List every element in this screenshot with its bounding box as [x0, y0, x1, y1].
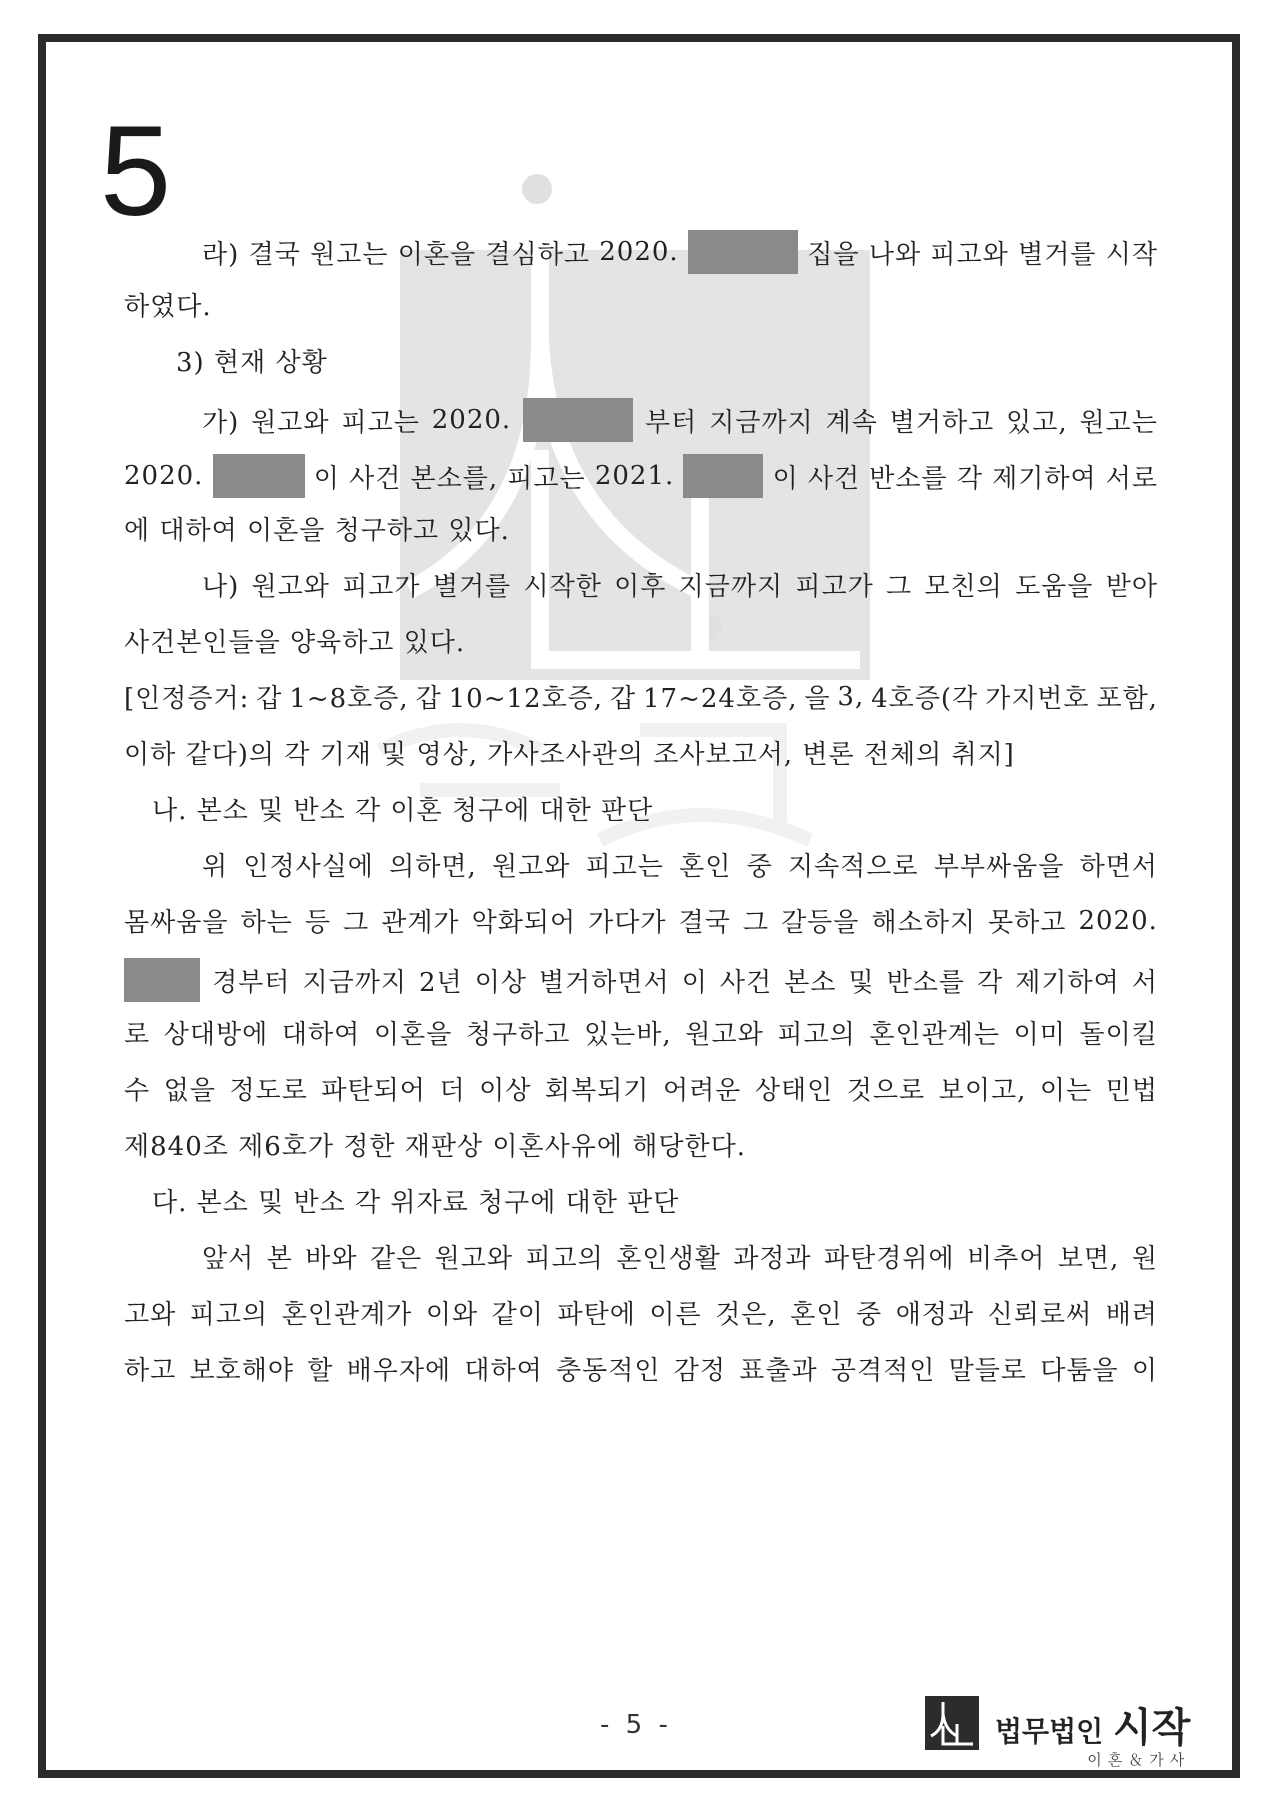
firm-logo-mark [925, 1696, 979, 1750]
word: 어려운 [662, 1076, 742, 1106]
word: 본소를, [410, 463, 499, 494]
word: 배우자에 [346, 1356, 452, 1386]
word: 원고는 [1079, 407, 1158, 438]
word: 갑 [609, 684, 637, 714]
firm-name-main: 시작 [1112, 1705, 1191, 1751]
firm-logo [925, 1696, 1215, 1769]
word: 이 [1131, 1356, 1158, 1386]
word: 로 [124, 1020, 151, 1050]
word: 이 [681, 967, 708, 998]
word: 반소를 [869, 463, 948, 494]
word: 것으로 [846, 1076, 926, 1106]
word: 시작 [1105, 239, 1158, 270]
word: 돌이킬 [1079, 1020, 1158, 1050]
word: 이상 [479, 1076, 532, 1106]
word: 피고와 [930, 239, 1009, 270]
word: 10~12호증, [448, 684, 604, 714]
word: 제기하여 [992, 463, 1097, 494]
word: 경부터 [212, 967, 291, 998]
word: 상태인 [754, 1076, 834, 1106]
word: 더 [439, 1076, 466, 1106]
word: [인정증거: [124, 684, 250, 714]
word: 받아 [1105, 572, 1158, 602]
word: 그 [742, 908, 769, 938]
text-span: 에 대하여 이혼을 청구하고 있다. [124, 516, 510, 546]
word: 배려 [1105, 1300, 1158, 1330]
text-line [124, 734, 1158, 771]
word: 수 [124, 1076, 151, 1106]
word: 을 [804, 684, 831, 714]
word: 나) [202, 572, 240, 602]
word: 할 [307, 1356, 334, 1386]
word: 해소하지 [871, 908, 976, 938]
word: 몸싸움을 [124, 908, 229, 938]
word: 파탄되어 [321, 1076, 426, 1106]
word: 그 [886, 572, 913, 602]
word: 원 [1131, 1244, 1158, 1274]
text-span: 3) 현재 상황 [176, 348, 328, 378]
text-line [152, 1182, 1158, 1219]
text-line [152, 790, 1158, 827]
word: 각 [956, 463, 983, 494]
text-line [124, 678, 1158, 715]
word: 혼인 [679, 852, 732, 882]
word: 17~24호증, [643, 684, 798, 714]
word: 파탄경위에 [824, 1244, 955, 1274]
word: 서로 [1105, 463, 1158, 494]
text-line [124, 902, 1158, 939]
word: 정도로 [229, 1076, 308, 1106]
word: 원고와 [251, 407, 330, 438]
text-line [124, 454, 1158, 498]
word: 파탄에 [557, 1300, 636, 1330]
word: 청구하고 [465, 1020, 571, 1050]
text-line [124, 958, 1158, 1002]
word: 이미 [1013, 1020, 1066, 1050]
word: 가다가 [588, 908, 667, 938]
word: 별거하면서 [539, 967, 670, 998]
word: 인정사실에 [243, 852, 374, 882]
large-page-number: 5 [100, 100, 172, 243]
word: 과정과 [733, 1244, 812, 1274]
word: 별거를 [432, 572, 512, 602]
word: 지금까지 [678, 572, 784, 602]
text-span: 이하 같다)의 각 기재 및 영상, 가사조사관의 조사보고서, 변론 전체의 취지] [124, 740, 1015, 770]
word: 악화되어 [471, 908, 577, 938]
word: 같은 [369, 1244, 423, 1274]
word: 못하고 [988, 908, 1067, 938]
word: 원고와 [492, 852, 571, 882]
word: 혼인관계는 [869, 1020, 1000, 1050]
word: 피고는 [341, 407, 420, 438]
word: 갈등을 [781, 908, 860, 938]
text-line [176, 342, 1158, 379]
word: 원고와 [685, 1020, 764, 1050]
word: 의하면, [389, 852, 477, 882]
word: 본 [266, 1244, 293, 1274]
word: 별거하고 [889, 407, 995, 438]
redaction-box [124, 958, 200, 1002]
word: 다툼을 [1040, 1356, 1119, 1386]
word: 피고의 [525, 1244, 604, 1274]
text-line [124, 1014, 1158, 1051]
text-line [202, 398, 1158, 442]
word: 도움을 [1015, 572, 1094, 602]
word: 중 [746, 852, 773, 882]
text-line [124, 1350, 1158, 1387]
word: 이 [313, 463, 340, 494]
word: 부터 [645, 407, 698, 438]
word: 갑 [256, 684, 283, 714]
redaction-box [688, 230, 798, 274]
word: 집을 [807, 239, 860, 270]
text-line [124, 510, 1158, 547]
word: 피고의 [189, 1300, 269, 1330]
redaction-box [683, 454, 763, 498]
word: 상대방에 [163, 1020, 269, 1050]
word: 대하여 [281, 1020, 361, 1050]
word: 앞서 [202, 1244, 255, 1274]
word: 혼인관계가 [281, 1300, 413, 1330]
word: 및 [848, 967, 875, 998]
word: 1~8호증, [289, 684, 409, 714]
firm-name-prefix: 법무법인 [995, 1715, 1104, 1748]
word: 2020. [599, 237, 679, 267]
word: 이혼을 [373, 1020, 453, 1050]
word: 중 [856, 1300, 883, 1330]
word: 2년 [419, 967, 463, 998]
word: 신뢰로써 [987, 1300, 1093, 1330]
word: 별거를 [1018, 239, 1097, 270]
redaction-box [213, 454, 305, 498]
word: 이혼을 [397, 239, 477, 270]
word: 포함, [1096, 684, 1158, 714]
word: 반소를 [886, 967, 966, 998]
word: 관계가 [381, 908, 460, 938]
word: 등 [304, 908, 331, 938]
word: 결국 [678, 908, 731, 938]
word: 이와 [425, 1300, 479, 1330]
word: 가) [202, 407, 240, 438]
text-line [124, 1294, 1158, 1331]
word: 이상 [474, 967, 527, 998]
word: 부부싸움을 [933, 852, 1065, 882]
text-line [202, 846, 1158, 883]
word: 위 [202, 852, 229, 882]
word: 4호증(각 [871, 684, 979, 714]
word: 말들로 [948, 1356, 1027, 1386]
word: 원고는 [310, 239, 389, 270]
text-line [124, 1126, 1158, 1163]
word: 공격적인 [830, 1356, 936, 1386]
text-span: 나. 본소 및 반소 각 이혼 청구에 대한 판단 [152, 796, 654, 826]
footer-page-number: - 5 - [600, 1710, 672, 1740]
text-line [124, 286, 1158, 323]
word: 비추어 [967, 1244, 1046, 1274]
text-line [124, 622, 1158, 659]
word: 바와 [305, 1244, 358, 1274]
word: 피고가 [795, 572, 874, 602]
word: 원고와 [251, 572, 330, 602]
word: 갑 [415, 684, 442, 714]
word: 사건 [719, 967, 773, 998]
word: 것은, [715, 1300, 777, 1330]
word: 계속 [825, 407, 878, 438]
text-line [202, 230, 1158, 274]
text-line [202, 1238, 1158, 1275]
word: 2021. [594, 461, 675, 491]
text-span: 다. 본소 및 반소 각 위자료 청구에 대한 판단 [152, 1188, 680, 1218]
word: 결국 [248, 239, 301, 270]
word: 피고는 [585, 852, 664, 882]
word: 지금까지 [709, 407, 814, 438]
word: 그 [343, 908, 370, 938]
word: 2020. [1078, 905, 1158, 936]
word: 보면, [1057, 1244, 1120, 1274]
word: 보호해야 [189, 1356, 294, 1386]
word: 피고는 [507, 463, 586, 494]
word: 있는바, [584, 1020, 672, 1050]
word: 가지번호 [985, 684, 1090, 714]
word: 대하여 [464, 1356, 543, 1386]
word: 혼인생활 [616, 1244, 721, 1274]
word: 지속적으로 [787, 852, 919, 882]
word: 2020. [431, 405, 512, 435]
word: 서 [1131, 967, 1158, 998]
word: 이 [772, 463, 799, 494]
word: 충동적인 [555, 1356, 661, 1386]
word: 표출과 [739, 1356, 818, 1386]
word: 나와 [868, 239, 922, 270]
text-line [124, 1070, 1158, 1107]
text-span: 제840조 제6호가 정한 재판상 이혼사유에 해당한다. [124, 1132, 746, 1162]
word: 보이고, [938, 1076, 1027, 1106]
redaction-box [523, 398, 633, 442]
word: 본소 [784, 967, 837, 998]
word: 혼인 [790, 1300, 843, 1330]
word: 하면서 [1079, 852, 1158, 882]
word: 고와 [124, 1300, 177, 1330]
word: 애정과 [895, 1300, 975, 1330]
word: 회복되기 [544, 1076, 650, 1106]
word: 이른 [649, 1300, 702, 1330]
word: 이후 [614, 572, 667, 602]
word: 원고와 [434, 1244, 513, 1274]
word: 피고가 [342, 572, 421, 602]
word: 이는 [1039, 1076, 1093, 1106]
word: 하는 [240, 908, 293, 938]
word: 하고 [124, 1356, 177, 1386]
word: 같이 [491, 1300, 544, 1330]
word: 감정 [673, 1356, 726, 1386]
word: 지금까지 [302, 967, 407, 998]
word: 결심하고 [485, 239, 590, 270]
text-line [202, 566, 1158, 603]
word: 있고, [1006, 407, 1068, 438]
word: 2020. [124, 461, 204, 491]
text-span: 하였다. [124, 292, 212, 322]
firm-subtitle: 이혼＆가사 [1087, 1751, 1191, 1769]
word: 피고의 [777, 1020, 856, 1050]
text-span: 사건본인들을 양육하고 있다. [124, 628, 466, 658]
word: 각 [977, 967, 1004, 998]
word: 없을 [163, 1076, 216, 1106]
word: 시작한 [523, 572, 602, 602]
word: 사건 [349, 463, 402, 494]
word: 제기하여 [1015, 967, 1120, 998]
word: 3, [837, 681, 865, 712]
word: 민법 [1105, 1076, 1158, 1106]
word: 사건 [807, 463, 861, 494]
word: 모친의 [924, 572, 1003, 602]
word: 라) [202, 239, 240, 270]
